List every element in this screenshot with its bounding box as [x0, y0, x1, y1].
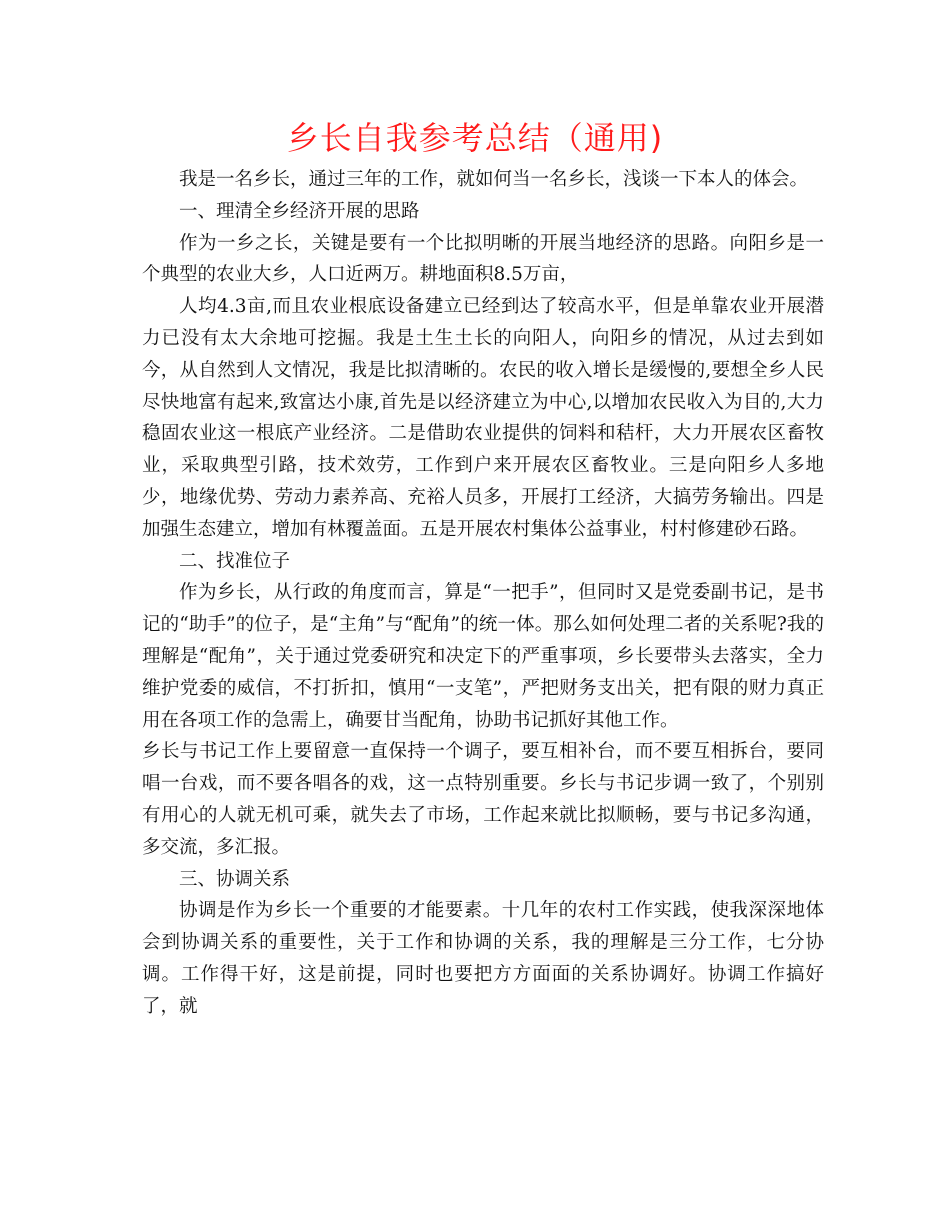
paragraph: 我是一名乡长，通过三年的工作，就如何当一名乡长，浅谈一下本人的体会。 — [179, 169, 809, 190]
paragraph: 乡长与书记工作上要留意一直保持一个调子，要互相补台，而不要互相拆台，要同唱一台戏，而不要各唱各的戏，这一点特别重要。乡长与书记步调一致了，个别别有用心的人就无机可乘，就失去了市场，工作起来就比拟顺畅，要与书记多沟通，多交流，多汇报。 — [142, 741, 824, 858]
section-heading: 三、协调关系 — [179, 868, 291, 890]
section-heading: 二、找准位子 — [179, 550, 291, 572]
document-body — [142, 164, 824, 1023]
paragraph: 协调是作为乡长一个重要的才能要素。十几年的农村工作实践，使我深深地体会到协调关系的重要性，关于工作和协调的关系，我的理解是三分工作，七分协调。工作得干好，这是前提，同时也要把方方面面的关系协调好。协调工作搞好了，就 — [142, 900, 824, 1017]
paragraph: 人均4.3亩,而且农业根底设备建立已经到达了较高水平，但是单靠农业开展潜力已没有太大余地可挖掘。我是土生土长的向阳人，向阳乡的情况，从过去到如今，从自然到人文情况，我是比拟清晰的。农民的收入增长是缓慢的,要想全乡人民尽快地富有起来,致富达小康,首先是以经济建立为中心,以增加农民收入为目的,大力稳固农业这一根底产业经济。二是借助农业提供的饲料和秸杆，大力开展农区畜牧业，采取典型引路，技术效劳，工作到户来开展农区畜牧业。三是向阳乡人多地少，地缘优势、劳动力素养高、充裕人员多，开展打工经济，大搞劳务输出。四是加强生态建立，增加有林覆盖面。五是开展农村集体公益事业，村村修建砂石路。 — [142, 296, 824, 540]
paragraph: 作为一乡之长，关键是要有一个比拟明晰的开展当地经济的思路。向阳乡是一个典型的农业大乡，人口近两万。耕地面积8.5万亩， — [142, 232, 824, 286]
paragraph: 作为乡长，从行政的角度而言，算是“一把手”，但同时又是党委副书记，是书记的“助手”的位子，是“主角”与“配角”的统一体。那么如何处理二者的关系呢?我的理解是“配角”，关于通过党委研究和决定下的严重事项，乡长要带头去落实，全力维护党委的威信，不打折扣，慎用“一支笔”，严把财务支出关，把有限的财力真正用在各项工作的急需上，确要甘当配角，协助书记抓好其他工作。 — [142, 582, 824, 731]
section-heading: 一、理清全乡经济开展的思路 — [179, 200, 420, 222]
document-title: 乡长自我参考总结（通用) — [286, 119, 664, 157]
